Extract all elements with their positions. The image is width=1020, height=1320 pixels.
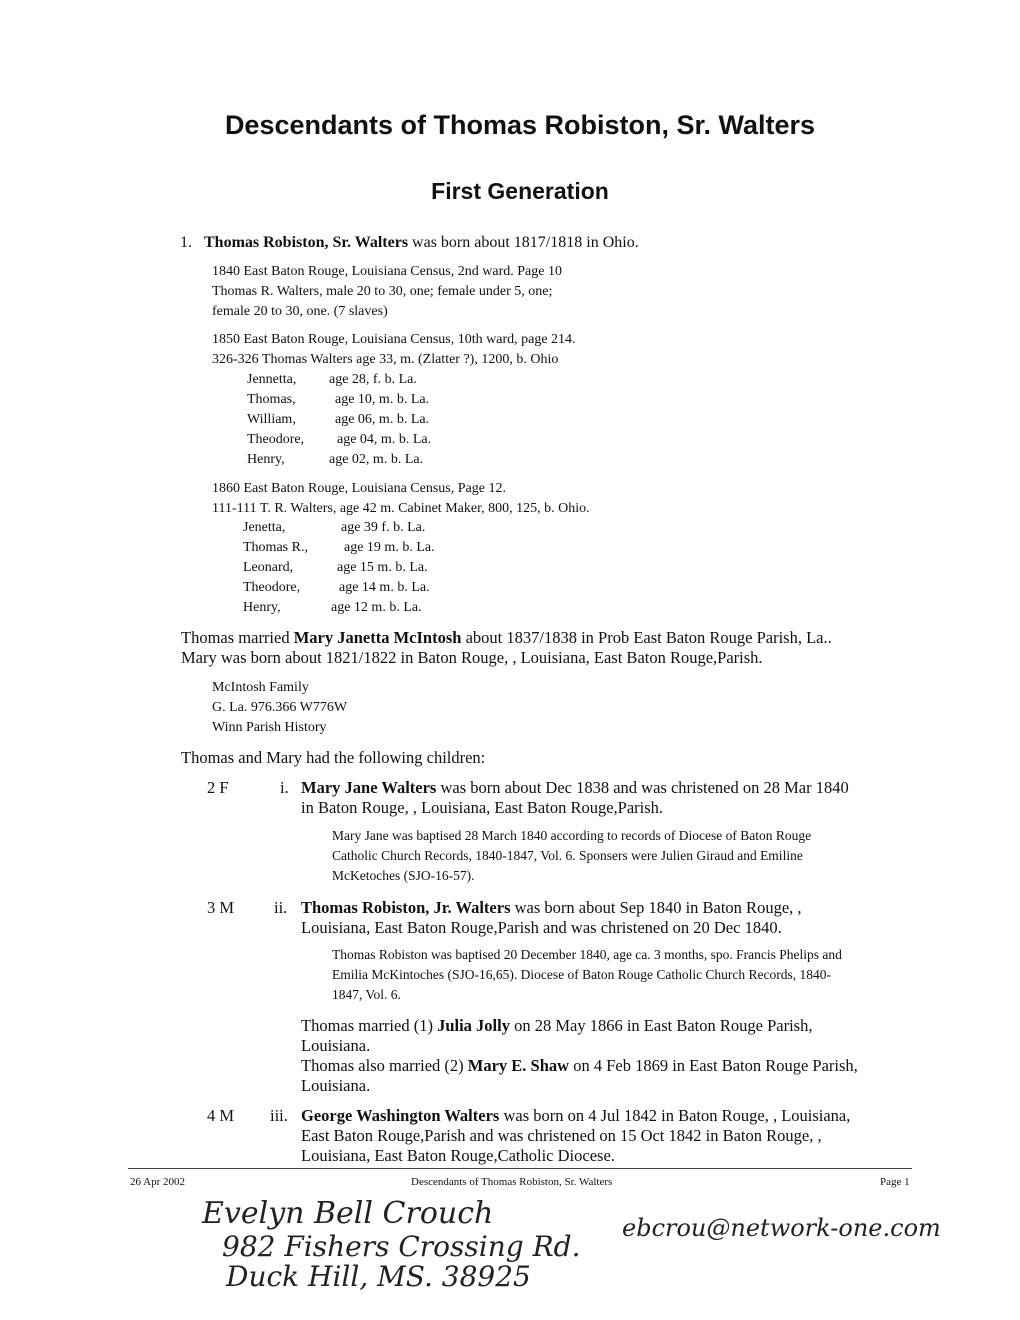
child-text: was born about Dec 1838 and was christened on 28 Mar 1840 — [436, 778, 849, 797]
spouse-name: Mary Janetta McIntosh — [293, 628, 462, 647]
member-info: age 04, m. b. La. — [337, 432, 432, 447]
member-name: Leonard, — [243, 560, 294, 575]
note-line: Thomas Robiston was baptised 20 December 1840, age ca. 3 months, spo. Francis Phelips and — [332, 947, 842, 962]
census-line: 111-111 T. R. Walters, age 42 m. Cabinet Maker, 800, 125, b. Ohio. — [212, 501, 590, 516]
household-member — [243, 558, 435, 578]
census-1860 — [212, 479, 590, 519]
child-roman: i. — [280, 778, 289, 797]
member-info: age 28, f. b. La. — [329, 372, 417, 387]
member-info: age 10, m. b. La. — [335, 392, 430, 407]
footer-date: 26 Apr 2002 — [130, 1176, 185, 1188]
spouse-birth-line: Mary was born about 1821/1822 in Baton Rouge, , Louisiana, East Baton Rouge,Parish. — [181, 648, 763, 667]
member-name: Thomas R., — [243, 540, 308, 555]
household-member — [243, 578, 435, 598]
person-entry-1 — [180, 234, 639, 252]
child-note-1 — [332, 826, 811, 886]
marriage-text: on 28 May 1866 in East Baton Rouge Parish, — [509, 1016, 813, 1035]
member-name: Henry, — [247, 452, 285, 467]
census-1850-household — [247, 370, 431, 470]
footer-page-number: Page 1 — [880, 1176, 910, 1188]
child-code: 4 M — [207, 1106, 235, 1125]
member-name: Jenetta, — [243, 520, 286, 535]
note-line: Mary Jane was baptised 28 March 1840 according to records of Diocese of Baton Rouge — [332, 828, 812, 843]
member-name: Henry, — [243, 600, 281, 615]
household-member — [243, 538, 435, 558]
child-entry-2 — [301, 898, 802, 938]
child-code: 2 F — [207, 778, 229, 797]
child-entry-3 — [301, 1106, 850, 1166]
member-name: William, — [247, 412, 296, 427]
marriage-text: Thomas also married (2) — [301, 1056, 468, 1075]
member-info: age 19 m. b. La. — [344, 540, 435, 555]
marriage-text: about 1837/1838 in Prob East Baton Rouge Parish, La.. — [461, 628, 832, 647]
household-member — [247, 410, 431, 430]
child-roman: ii. — [274, 898, 288, 917]
child-name: Mary Jane Walters — [301, 778, 437, 797]
member-info: age 02, m. b. La. — [329, 452, 424, 467]
handwritten-street: 982 Fishers Crossing Rd. — [222, 1230, 581, 1263]
child-roman: iii. — [270, 1106, 288, 1125]
household-member — [243, 518, 435, 538]
spouse-name: Julia Jolly — [437, 1016, 510, 1035]
member-name: Thomas, — [247, 392, 296, 407]
note-line: 1847, Vol. 6. — [332, 987, 401, 1002]
household-member — [247, 450, 431, 470]
child-text: Louisiana, East Baton Rouge,Catholic Diocese. — [301, 1146, 615, 1165]
person-number: 1. — [180, 234, 192, 251]
household-member — [247, 430, 431, 450]
member-info: age 14 m. b. La. — [339, 580, 430, 595]
person-name: Thomas Robiston, Sr. Walters — [204, 234, 409, 251]
handwritten-name: Evelyn Bell Crouch — [202, 1196, 494, 1231]
member-info: age 39 f. b. La. — [341, 520, 426, 535]
marriage-line — [181, 628, 832, 648]
census-1860-household — [243, 518, 435, 618]
spouse-notes — [212, 678, 347, 738]
footer-divider — [128, 1168, 912, 1169]
person-description: was born about 1817/1818 in Ohio. — [408, 234, 639, 251]
note-line: G. La. 976.366 W776W — [212, 700, 348, 715]
household-member — [247, 390, 431, 410]
marriage-text: on 4 Feb 1869 in East Baton Rouge Parish, — [569, 1056, 858, 1075]
child-name: Thomas Robiston, Jr. Walters — [301, 898, 511, 917]
child-text: was born about Sep 1840 in Baton Rouge, , — [510, 898, 802, 917]
marriage-text: Louisiana. — [301, 1076, 371, 1095]
child-note-2 — [332, 945, 842, 1005]
handwritten-city: Duck Hill, MS. 38925 — [226, 1260, 531, 1293]
marriage-text: Louisiana. — [301, 1036, 371, 1055]
household-member — [243, 598, 435, 618]
children-intro: Thomas and Mary had the following children: — [181, 748, 486, 767]
note-line: Emilia McKintoches (SJO-16,65). Diocese of Baton Rouge Catholic Church Records, 1840- — [332, 967, 832, 982]
census-line: female 20 to 30, one. (7 slaves) — [212, 304, 388, 319]
child-entry-1 — [301, 778, 849, 818]
note-line: McKetoches (SJO-16-57). — [332, 868, 475, 883]
member-name: Theodore, — [247, 432, 305, 447]
member-info: age 15 m. b. La. — [337, 560, 428, 575]
footer-title: Descendants of Thomas Robiston, Sr. Walters — [411, 1176, 613, 1188]
child-text: Louisiana, East Baton Rouge,Parish and was christened on 20 Dec 1840. — [301, 918, 782, 937]
census-line: 326-326 Thomas Walters age 33, m. (Zlatter ?), 1200, b. Ohio — [212, 352, 559, 367]
census-header: 1860 East Baton Rouge, Louisiana Census, Page 12. — [212, 481, 506, 496]
child-text: East Baton Rouge,Parish and was christened on 15 Oct 1842 in Baton Rouge, , — [301, 1126, 822, 1145]
marriage-text: Thomas married (1) — [301, 1016, 438, 1035]
marriage-text: Thomas married — [181, 628, 294, 647]
member-name: Jennetta, — [247, 372, 297, 387]
census-header: 1850 East Baton Rouge, Louisiana Census, 10th ward, page 214. — [212, 332, 576, 347]
census-line: 1840 East Baton Rouge, Louisiana Census, 2nd ward. Page 10 — [212, 264, 562, 279]
child-text: was born on 4 Jul 1842 in Baton Rouge, , Louisiana, — [499, 1106, 851, 1125]
member-info: age 06, m. b. La. — [335, 412, 430, 427]
note-line: McIntosh Family — [212, 680, 309, 695]
child2-marriages — [301, 1016, 858, 1096]
census-line: Thomas R. Walters, male 20 to 30, one; female under 5, one; — [212, 284, 553, 299]
note-line: Winn Parish History — [212, 720, 327, 735]
handwritten-email: ebcrou@network-one.com — [622, 1214, 941, 1242]
census-1840 — [212, 262, 562, 322]
page-title: Descendants of Thomas Robiston, Sr. Walters — [224, 110, 816, 140]
child-text: in Baton Rouge, , Louisiana, East Baton Rouge,Parish. — [301, 798, 664, 817]
census-1850 — [212, 330, 576, 370]
member-name: Theodore, — [243, 580, 301, 595]
spouse-name: Mary E. Shaw — [467, 1056, 570, 1075]
child-name: George Washington Walters — [301, 1106, 500, 1125]
note-line: Catholic Church Records, 1840-1847, Vol. 6. Sponsers were Julien Giraud and Emiline — [332, 848, 803, 863]
member-info: age 12 m. b. La. — [331, 600, 422, 615]
household-member — [247, 370, 431, 390]
child-code: 3 M — [207, 898, 235, 917]
generation-heading: First Generation — [431, 178, 609, 204]
marriage-paragraph — [181, 628, 832, 668]
